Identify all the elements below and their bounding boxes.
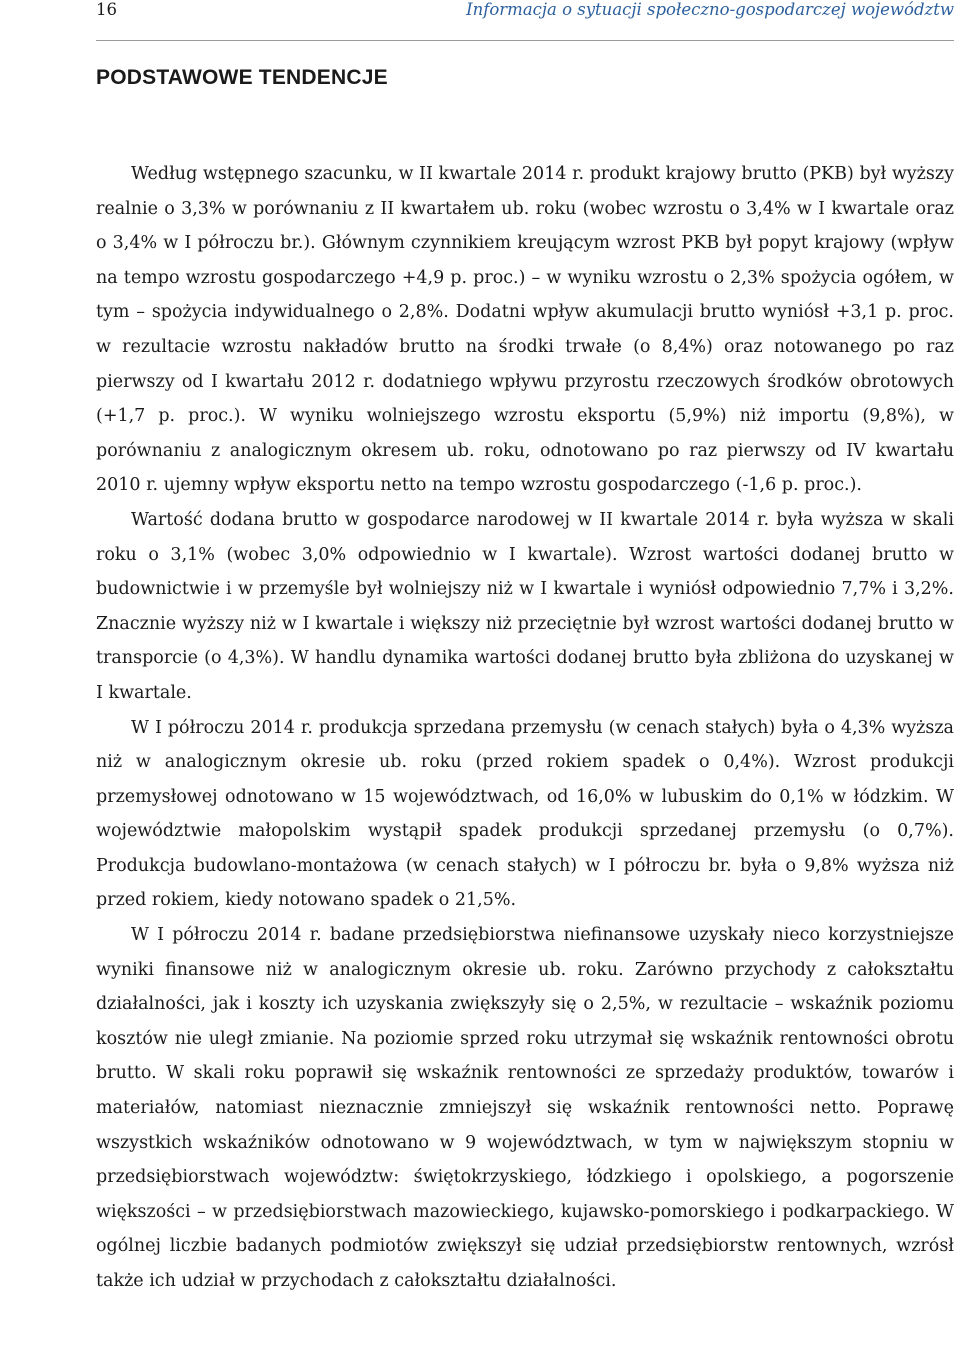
paragraph-gdp: Według wstępnego szacunku, w II kwartale 2014 r. produkt krajowy brutto (PKB) był wyższy realnie o 3,3% w porównaniu z II kwartałem ub. roku (wobec wzrostu o 3,4% w I kwartale oraz o 3,4% w I półroczu br.). Głównym czynnikiem kreującym wzrost PKB był popyt krajowy (wpływ na tempo wzrostu gospodarczego +4,9 p. proc.) – w wyniku wzrostu o 2,3% spożycia ogółem, w tym – spożycia indywidualnego o 2,8%. Dodatni wpływ akumulacji brutto wyniósł +3,1 p. proc. w rezultacie wzrostu nakładów brutto na środki trwałe (o 8,4%) oraz notowanego po raz pierwszy od I kwartału 2012 r. dodatniego wpływu przyrostu rzeczowych środków obrotowych (+1,7 p. proc.). W wyniku wolniejszego wzrostu eksportu (5,9%) niż importu (9,8%), w porównaniu z analogicznym okresem ub. roku, odnotowano po raz pierwszy od IV kwartału 2010 r. ujemny wpływ eksportu netto na tempo wzrostu gospodarczego (-1,6 p. proc.). (96, 164, 954, 496)
running-title: Informacja o sytuacji społeczno-gospodarczej województw (466, 0, 954, 19)
page-number: 16 (96, 0, 117, 19)
running-header (96, 0, 954, 24)
paragraph-industrial-production: W I półroczu 2014 r. produkcja sprzedana przemysłu (w cenach stałych) była o 4,3% wyższa niż w analogicznym okresie ub. roku (przed rokiem spadek o 0,4%). Wzrost produkcji przemysłowej odnotowano w 15 województwach, od 16,0% w lubuskim do 0,1% w łódzkim. W województwie małopolskim wystąpił spadek produkcji sprzedanej przemysłu (o 0,7%). Produkcja budowlano-montażowa (w cenach stałych) w I półroczu br. była o 9,8% wyższa niż przed rokiem, kiedy notowano spadek o 21,5%. (96, 717, 954, 911)
paragraph-value-added: Wartość dodana brutto w gospodarce narodowej w II kwartale 2014 r. była wyższa w skali roku o 3,1% (wobec 3,0% odpowiednio w I kwartale). Wzrost wartości dodanej brutto w budownictwie i w przemyśle był wolniejszy niż w I kwartale i wyniósł odpowiednio 7,7% i 3,2%. Znacznie wyższy niż w I kwartale i większy niż przeciętnie był wzrost wartości dodanej brutto w transporcie (o 4,3%). W handlu dynamika wartości dodanej brutto była zbliżona do uzyskanej w I kwartale. (96, 509, 954, 703)
header-divider (96, 40, 954, 41)
section-heading: PODSTAWOWE TENDENCJE (96, 66, 388, 89)
paragraph-financial-results: W I półroczu 2014 r. badane przedsiębiorstwa niefinansowe uzyskały nieco korzystniejsze wyniki finansowe niż w analogicznym okresie ub. roku. Zarówno przychody z całokształtu działalności, jak i koszty ich uzyskania zwiększyły się o 2,5%, w rezultacie – wskaźnik poziomu kosztów nie uległ zmianie. Na poziomie sprzed roku utrzymał się wskaźnik rentowności obrotu brutto. W skali roku poprawił się wskaźnik rentowności ze sprzedaży produktów, towarów i materiałów, natomiast nieznacznie zmniejszył się wskaźnik rentowności netto. Poprawę wszystkich wskaźników odnotowano w 9 województwach, w tym w największym stopniu w przedsiębiorstwach województw: świętokrzyskiego, łódzkiego i opolskiego, a pogorszenie większości – w przedsiębiorstwach mazowieckiego, kujawsko-pomorskiego i podkarpackiego. W ogólnej liczbie badanych podmiotów zwiększył się udział przedsiębiorstw rentownych, wzrósł także ich udział w przychodach z całokształtu działalności. (96, 925, 954, 1291)
body-text (96, 157, 954, 1299)
document-page (96, 0, 954, 1364)
